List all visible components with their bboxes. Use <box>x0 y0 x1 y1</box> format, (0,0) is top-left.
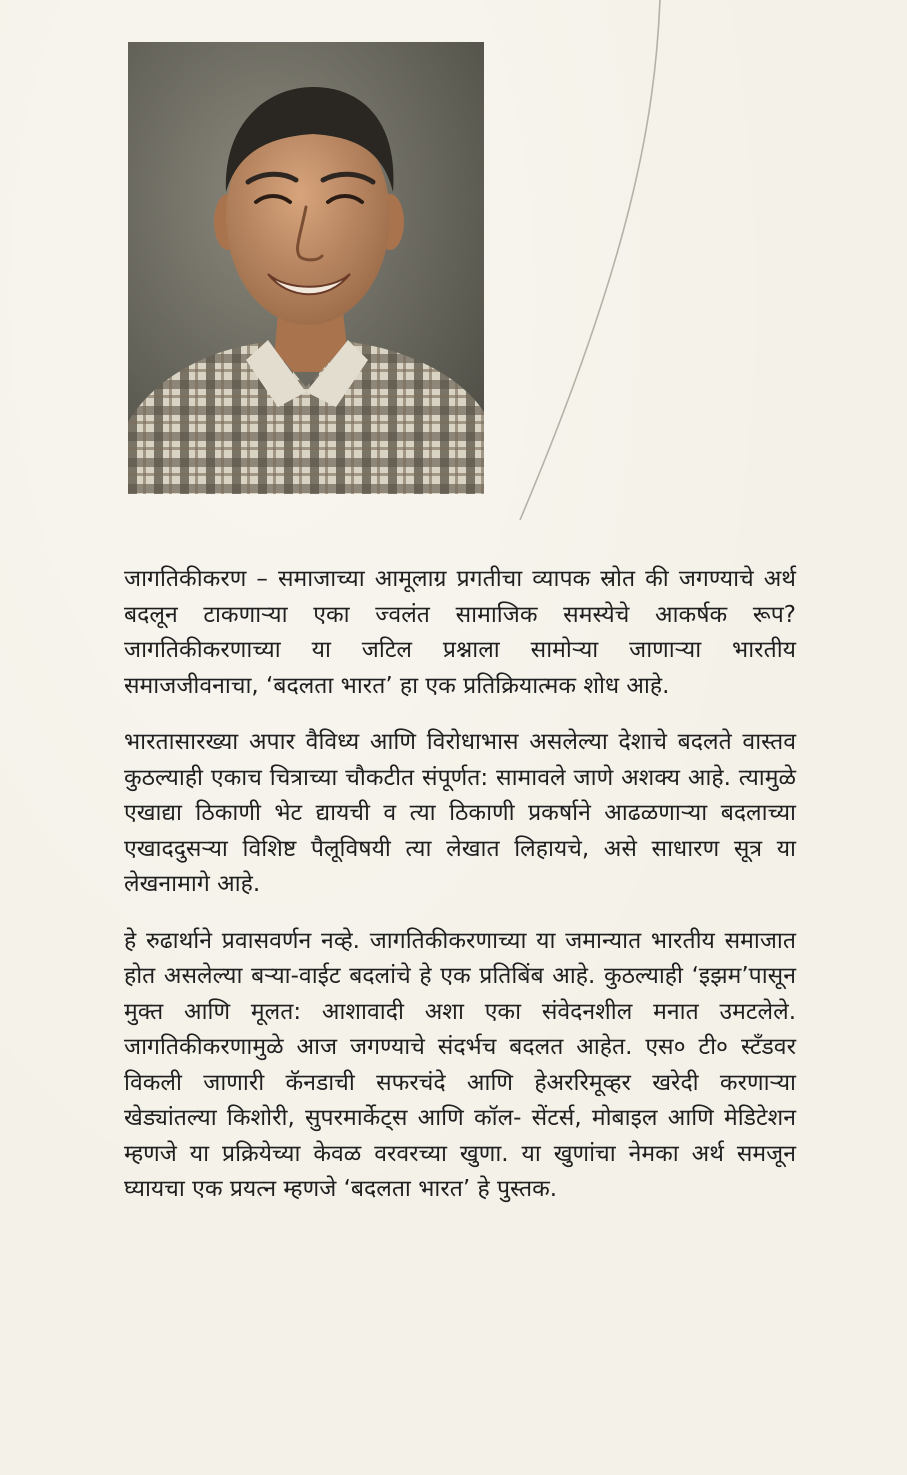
author-portrait-icon <box>128 42 484 494</box>
description-paragraph-2: भारतासारख्या अपार वैविध्य आणि विरोधाभास असलेल्या देशाचे बदलते वास्तव कुठल्याही एकाच चित्राच्या चौकटीत संपूर्णत: सामावले जाणे अशक्य आहे. त्यामुळे एखाद्या ठिकाणी भेट द्यायची व त्या ठिकाणी प्रकर्षाने आढळणाऱ्या बदलाच्या एखाददुसऱ्या विशिष्ट पैलूविषयी त्या लेखात लिहायचे, असे साधारण सूत्र या लेखनामागे आहे. <box>124 729 796 897</box>
description-paragraph-3: हे रुढार्थाने प्रवासवर्णन नव्हे. जागतिकीकरणाच्या या जमान्यात भारतीय समाजात होत असलेल्या बऱ्या-वाईट बदलांचे हे एक प्रतिबिंब आहे. कुठल्याही ‘इझम’पासून मुक्त आणि मूलत: आशावादी अशा एका संवेदनशील मनात उमटलेले. जागतिकीकरणामुळे आज जगण्याचे संदर्भच बदलत आहेत. एस० टी० स्टँडवर विकली जाणारी कॅनडाची सफरचंदे आणि हेअररिमूव्हर खरेदी करणाऱ्या खेड्यांतल्या किशोरी, सुपरमार्केट्स आणि कॉल- सेंटर्स, मोबाइल आणि मेडिटेशन म्हणजे या प्रक्रियेच्या केवळ वरवरच्या खुणा. या खुणांचा नेमका अर्थ समजून घ्यायचा एक प्रयत्न म्हणजे ‘बदलता भारत’ हे पुस्तक. <box>124 927 796 1202</box>
description-text <box>124 562 796 1229</box>
author-photo <box>128 42 484 494</box>
description-paragraph-1: जागतिकीकरण – समाजाच्या आमूलाग्र प्रगतीचा व्यापक स्रोत की जगण्याचे अर्थ बदलून टाकणाऱ्या एका ज्वलंत सामाजिक समस्येचे आकर्षक रूप? जागतिकीकरणाच्या या जटिल प्रश्नाला सामोऱ्या जाणाऱ्या भारतीय समाजजीवनाचा, ‘बदलता भारत’ हा एक प्रतिक्रियात्मक शोध आहे. <box>124 566 796 699</box>
decorative-curve <box>480 0 900 560</box>
